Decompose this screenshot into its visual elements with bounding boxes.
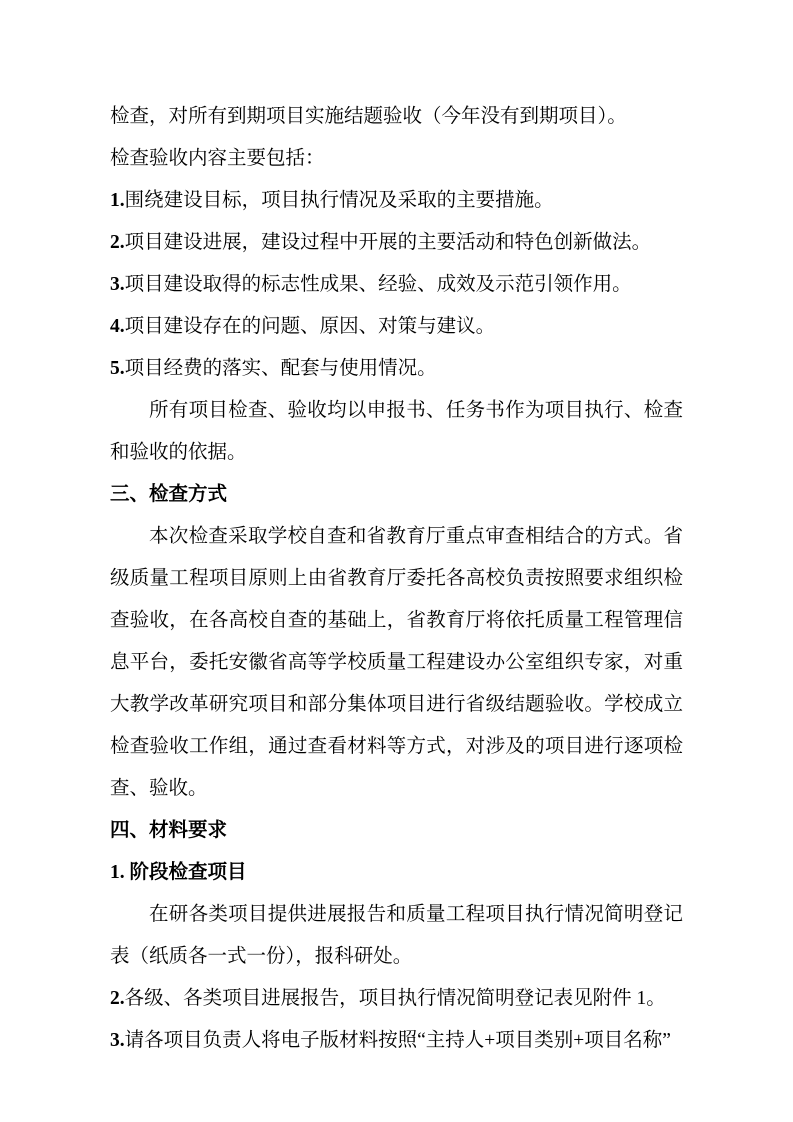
list-item [110,306,683,348]
list-item-number: 2. [110,232,125,253]
list-item-text: 项目经费的落实、配套与使用情况。 [124,358,437,379]
list-item-text: 项目建设取得的标志性成果、经验、成效及示范引领作用。 [124,274,632,295]
subheading-number: 1. [110,862,125,883]
subheading-text: 阶段检查项目 [129,862,247,883]
list-item-text: 围绕建设目标，项目执行情况及采取的主要措施。 [124,190,554,211]
list-item-text: 项目建设存在的问题、原因、对策与建议。 [124,316,496,337]
paragraph-report-requirement: 在研各类项目提供进展报告和质量工程项目执行情况简明登记表（纸质各一式一份），报科研处。 [110,904,683,967]
list-item [110,978,683,1020]
list-item [110,222,683,264]
list-item-number: 3. [110,274,125,295]
list-item-number: 1. [110,190,125,211]
list-item-number: 3. [110,1030,125,1051]
paragraph-intro-2: 检查验收内容主要包括： [110,148,325,169]
section-heading-four: 四、材料要求 [110,820,228,841]
list-item [110,1020,683,1062]
list-item-number: 4. [110,316,125,337]
document-body [110,96,683,1062]
section-heading-three: 三、检查方式 [110,484,228,505]
paragraph-basis: 所有项目检查、验收均以申报书、任务书作为项目执行、检查和验收的依据。 [110,400,683,463]
list-item-text: 各级、各类项目进展报告，项目执行情况简明登记表见附件 1。 [124,988,666,1009]
list-item [110,348,683,390]
list-item [110,180,683,222]
list-item-text: 请各项目负责人将电子版材料按照“主持人+项目类别+项目名称” [124,1030,671,1051]
subheading-stage-check [110,852,683,894]
list-item-number: 2. [110,988,125,1009]
list-item [110,264,683,306]
list-item-text: 项目建设进展，建设过程中开展的主要活动和特色创新做法。 [124,232,652,253]
paragraph-intro-1: 检查，对所有到期项目实施结题验收（今年没有到期项目）。 [110,106,627,127]
paragraph-method: 本次检查采取学校自查和省教育厅重点审查相结合的方式。省级质量工程项目原则上由省教育厅委托各高校负责按照要求组织检查验收，在各高校自查的基础上，省教育厅将依托质量工程管理信息平台，委托安徽省高等学校质量工程建设办公室组织专家，对重大教学改革研究项目和部分集体项目进行省级结题验收。学校成立检查验收工作组，通过查看材料等方式，对涉及的项目进行逐项检查、验收。 [110,526,683,799]
list-item-number: 5. [110,358,125,379]
